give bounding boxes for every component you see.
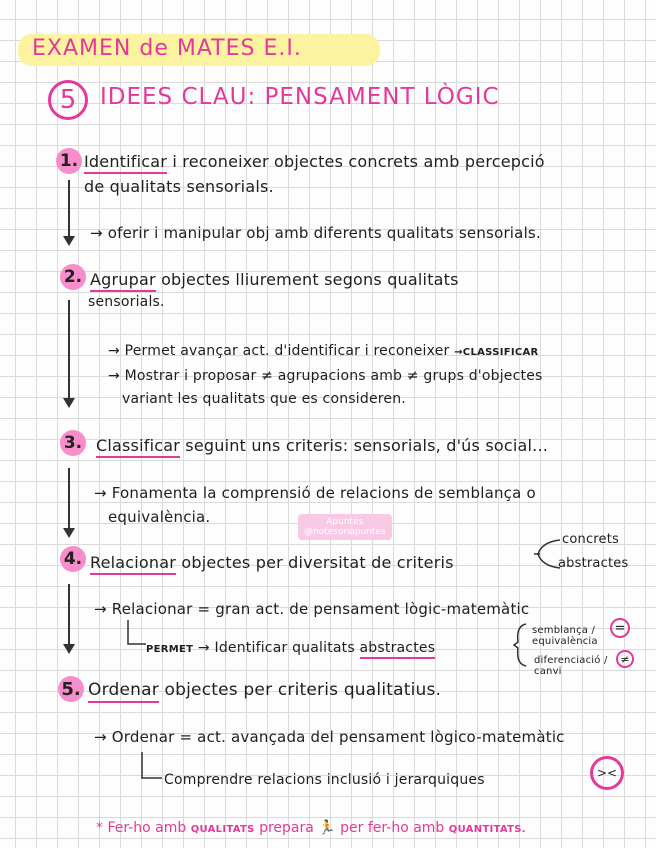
- section-4-bullet-1: → Relacionar = gran act. de pensament lògic-matemàtic: [94, 600, 530, 618]
- section-3-flow-arrow: [63, 528, 75, 538]
- section-5-keyword: Ordenar: [88, 680, 159, 703]
- section-5-bullet-1: → Ordenar = act. avançada del pensament lògico-matemàtic: [94, 728, 565, 746]
- section-5-line1: [88, 680, 441, 700]
- watermark-stamp: Apuntes @notesonapuntes: [298, 514, 392, 540]
- section-5-sub: Comprendre relacions inclusió i jerarquiques: [164, 772, 485, 788]
- footer-note: * Fer-ho amb QUALITATS prepara 🏃 per fer-ho amb QUANTITATS.: [96, 820, 526, 836]
- section-3-line1: [96, 436, 548, 455]
- section-2-flow-arrow: [63, 398, 75, 408]
- section-2-line2: sensorials.: [88, 294, 165, 310]
- not-equal-symbol: ≠: [616, 650, 634, 668]
- branch-concrets: concrets: [562, 532, 620, 547]
- section-3-number: 3.: [60, 430, 86, 456]
- section-1-flow-line: [68, 180, 70, 236]
- section-2-bullet-2: → Mostrar i proposar ≠ agrupacions amb ≠ grups d'objectes: [108, 368, 543, 384]
- brace-bottom-text: diferenciació / canvi: [534, 655, 608, 677]
- brace-top-text: semblança / equivalència: [532, 625, 598, 647]
- section-4-keyword: Relacionar: [90, 553, 176, 575]
- compare-symbol: ><: [590, 756, 624, 790]
- section-1-flow-arrow: [63, 236, 75, 246]
- section-3-line1-rest: seguint uns criteris: sensorials, d'ús social...: [185, 436, 549, 455]
- section-4-flow-arrow: [63, 644, 75, 654]
- permet-connector-icon: [126, 620, 148, 650]
- inclusion-connector-icon: [140, 752, 164, 784]
- running-figure-icon: 🏃: [318, 820, 336, 836]
- topic-number: 5: [48, 80, 88, 120]
- section-3-bullet-2: equivalència.: [108, 508, 211, 526]
- permet-line: PERMET → Identificar qualitats abstractes: [146, 640, 435, 656]
- section-5-number: 5.: [58, 676, 84, 702]
- section-1-number: 1.: [56, 148, 82, 174]
- section-1-line1: [84, 152, 545, 171]
- equal-symbol: =: [610, 618, 630, 638]
- section-2-keyword: Agrupar: [90, 270, 156, 292]
- section-2-bullet-3: variant les qualitats que es consideren.: [122, 391, 406, 407]
- branch-abstractes: abstractes: [558, 556, 629, 571]
- section-1-keyword: Identificar: [84, 152, 167, 174]
- section-5-line1-rest: objectes per criteris qualitatius.: [164, 680, 442, 700]
- permet-keyword: abstractes: [360, 640, 436, 659]
- section-2-number: 2.: [60, 264, 86, 290]
- section-4-flow-line: [68, 584, 70, 644]
- section-1-line2: de qualitats sensorials.: [84, 177, 274, 196]
- page-title: EXAMEN de MATES E.I.: [32, 36, 302, 61]
- topic-title: IDEES CLAU: PENSAMENT LÒGIC: [100, 84, 500, 110]
- abstract-brace-icon: [512, 622, 528, 668]
- section-4-line1: [90, 553, 454, 572]
- section-3-bullet-1: → Fonamenta la comprensió de relacions de semblança o: [94, 484, 536, 502]
- section-2-bullet-1: → Permet avançar act. d'identificar i reconeixer →CLASSIFICAR: [108, 343, 539, 359]
- section-4-number: 4.: [60, 546, 86, 572]
- section-2-flow-line: [68, 300, 70, 398]
- section-1-bullet-1: → oferir i manipular obj amb diferents qualitats sensorials.: [90, 224, 541, 242]
- section-2-line1: [90, 270, 459, 289]
- section-2-line1-rest: objectes lliurement segons qualitats: [161, 270, 459, 289]
- section-1-line1-rest: i reconeixer objectes concrets amb percepció: [172, 152, 545, 171]
- section-3-keyword: Classificar: [96, 436, 180, 458]
- section-4-line1-rest: objectes per diversitat de criteris: [181, 553, 454, 572]
- section-3-flow-line: [68, 468, 70, 528]
